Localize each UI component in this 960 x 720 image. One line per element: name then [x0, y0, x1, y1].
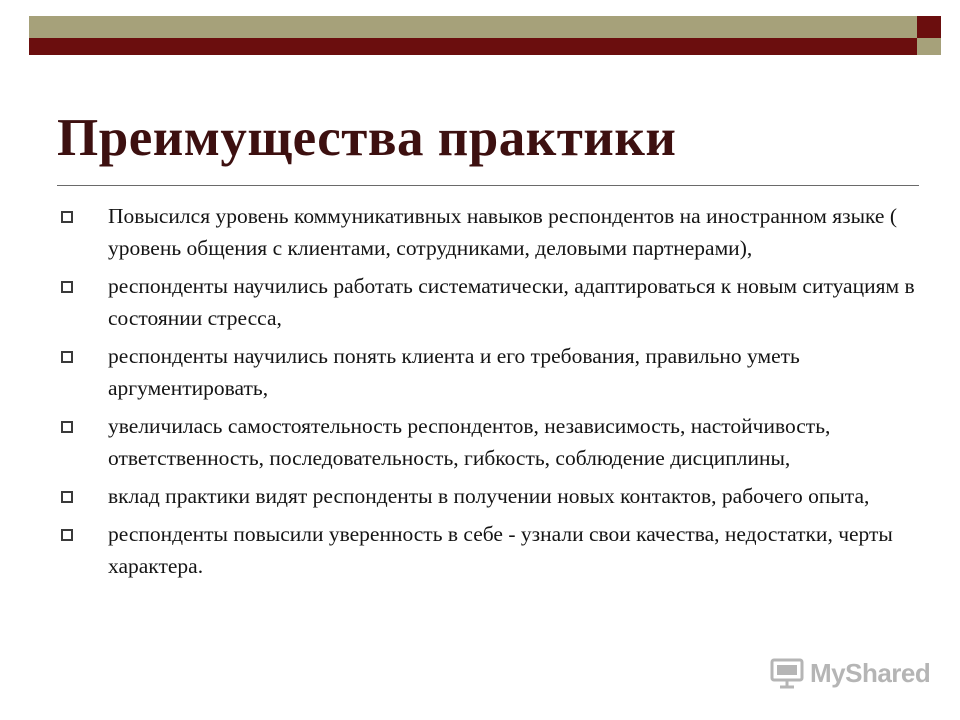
list-item-text: респонденты повысили уверенность в себе - узнали свои качества, недостатки, черты характера.: [108, 522, 893, 578]
list-item: [57, 340, 917, 404]
header-olive-band: [29, 16, 917, 39]
header-corner-olive: [917, 38, 941, 55]
list-item: [57, 200, 917, 264]
bullet-list: [57, 200, 917, 588]
square-bullet-icon: [61, 529, 73, 541]
list-item-text: увеличилась самостоятельность респондентов, независимость, настойчивость, ответственность, последовательность, гибкость, соблюдение дисциплины,: [108, 414, 831, 470]
title-divider: [57, 185, 919, 186]
watermark-logo: [770, 654, 930, 692]
square-bullet-icon: [61, 421, 73, 433]
square-bullet-icon: [61, 211, 73, 223]
slide-title: Преимущества практики: [57, 109, 677, 167]
header-corner-maroon: [917, 16, 941, 38]
list-item-text: вклад практики видят респонденты в получении новых контактов, рабочего опыта,: [108, 484, 870, 508]
square-bullet-icon: [61, 351, 73, 363]
watermark-text: MyShared: [810, 657, 931, 688]
list-item-text: респонденты научились понять клиента и его требования, правильно уметь аргументировать,: [108, 344, 800, 400]
list-item: [57, 270, 917, 334]
list-item: [57, 480, 917, 512]
list-item-text: Повысился уровень коммуникативных навыков респондентов на иностранном языке ( уровень общения с клиентами, сотрудниками, деловыми партнерами),: [108, 204, 898, 260]
presentation-board-icon: [770, 656, 804, 690]
list-item: [57, 518, 917, 582]
list-item-text: респонденты научились работать систематически, адаптироваться к новым ситуациям в состоянии стресса,: [108, 274, 915, 330]
header-maroon-band: [29, 38, 917, 55]
square-bullet-icon: [61, 281, 73, 293]
square-bullet-icon: [61, 491, 73, 503]
list-item: [57, 410, 917, 474]
